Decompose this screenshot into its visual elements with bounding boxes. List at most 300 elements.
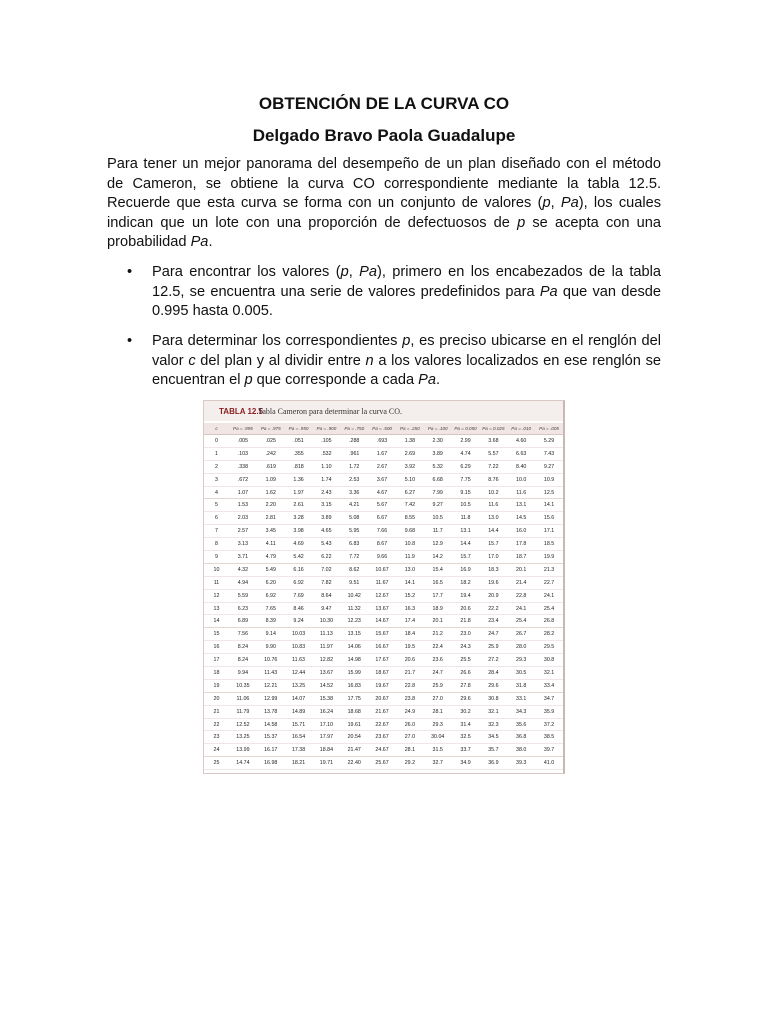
table-cell: 3.36: [340, 486, 368, 499]
table-row: [204, 447, 563, 460]
table-cell: 3.71: [229, 551, 257, 564]
table-cell: 13.15: [340, 628, 368, 641]
table-cell: .288: [340, 435, 368, 448]
table-cell: 18.84: [312, 744, 340, 757]
table-cell: 3.89: [424, 447, 452, 460]
table-row: [204, 731, 563, 744]
table-cell: 3.45: [257, 525, 285, 538]
table-row: [204, 641, 563, 654]
document-title: OBTENCIÓN DE LA CURVA CO: [258, 94, 510, 113]
table-cell: 16.5: [424, 576, 452, 589]
table-cell: 2.57: [229, 525, 257, 538]
table-cell: 11.7: [424, 525, 452, 538]
column-header-pa: Pa = .995: [229, 423, 257, 435]
table-cell: 28.1: [396, 744, 424, 757]
table-row: [204, 576, 563, 589]
table-cell: 13.67: [312, 667, 340, 680]
row-c-value: 15: [204, 628, 229, 641]
row-c-value: 0: [204, 435, 229, 448]
table-cell: 22.67: [368, 718, 396, 731]
table-cell: 21.8: [452, 615, 480, 628]
table-cell: 2.81: [257, 512, 285, 525]
table-cell: 12.99: [257, 692, 285, 705]
table-cell: 29.6: [452, 692, 480, 705]
table-cell: 7.65: [257, 602, 285, 615]
table-row: [204, 744, 563, 757]
table-cell: 25.4: [535, 602, 563, 615]
table-cell: 33.1: [507, 692, 535, 705]
table-cell: 4.21: [340, 499, 368, 512]
table-cell: 9.27: [424, 499, 452, 512]
table-cell: .105: [312, 435, 340, 448]
italic-variable: p: [517, 214, 526, 231]
table-cell: 28.2: [535, 628, 563, 641]
table-row: [204, 589, 563, 602]
table-row: [204, 615, 563, 628]
bullet-marker: •: [127, 264, 133, 280]
row-c-value: 22: [204, 718, 229, 731]
table-cell: 8.55: [396, 512, 424, 525]
table-row: [204, 628, 563, 641]
table-cell: 18.67: [368, 667, 396, 680]
table-cell: 8.40: [507, 460, 535, 473]
table-cell: 13.25: [229, 731, 257, 744]
table-row: [204, 667, 563, 680]
table-cell: 20.1: [507, 563, 535, 576]
table-cell: 5.49: [257, 563, 285, 576]
row-c-value: 25: [204, 757, 229, 770]
table-cell: 19.6: [479, 576, 507, 589]
table-row: [204, 563, 563, 576]
table-cell: .025: [257, 435, 285, 448]
table-cell: 30.8: [535, 654, 563, 667]
table-cell: 19.61: [340, 718, 368, 731]
table-cell: 36.8: [507, 731, 535, 744]
table-cell: 18.21: [285, 757, 313, 770]
table-cell: 7.22: [479, 460, 507, 473]
table-cell: 2.67: [368, 460, 396, 473]
table-cell: 2.20: [257, 499, 285, 512]
table-cell: 12.82: [312, 654, 340, 667]
table-cell: 7.82: [312, 576, 340, 589]
table-cell: 16.3: [396, 602, 424, 615]
table-cell: 23.67: [368, 731, 396, 744]
text-run: ), primero en los encabezados de la tabla 12.5, se encuentra una serie de valores predefinidos para: [152, 264, 661, 300]
text-run: Para encontrar los valores (: [152, 264, 341, 280]
table-cell: 19.4: [452, 589, 480, 602]
table-cell: 9.94: [229, 667, 257, 680]
table-cell: 4.32: [229, 563, 257, 576]
row-c-value: 2: [204, 460, 229, 473]
table-cell: .051: [285, 435, 313, 448]
table-cell: 19.71: [312, 757, 340, 770]
table-row: [204, 757, 563, 770]
table-cell: 11.8: [452, 512, 480, 525]
table-cell: 34.3: [507, 705, 535, 718]
table-cell: 13.0: [479, 512, 507, 525]
table-cell: 3.13: [229, 538, 257, 551]
row-c-value: 12: [204, 589, 229, 602]
table-cell: 15.38: [312, 692, 340, 705]
table-cell: 4.69: [285, 538, 313, 551]
table-cell: 1.97: [285, 486, 313, 499]
table-cell: 1.53: [229, 499, 257, 512]
table-cell: 10.30: [312, 615, 340, 628]
table-cell: 25.9: [424, 679, 452, 692]
table-cell: 1.36: [285, 473, 313, 486]
text-run: que corresponde a cada: [252, 372, 419, 389]
table-cell: 5.32: [424, 460, 452, 473]
table-cell: 13.99: [229, 744, 257, 757]
table-cell: 6.83: [340, 538, 368, 551]
table-caption: Tabla Cameron para determinar la curva CO.: [258, 407, 403, 416]
row-c-value: 10: [204, 563, 229, 576]
table-cell: 3.92: [396, 460, 424, 473]
table-cell: 29.5: [535, 641, 563, 654]
table-cell: 12.5: [535, 486, 563, 499]
column-header-pa: Pa = .975: [257, 423, 285, 435]
table-cell: 16.9: [452, 563, 480, 576]
italic-variable: c: [188, 352, 196, 369]
table-cell: 3.67: [368, 473, 396, 486]
column-header-pa: Pa = .100: [424, 423, 452, 435]
table-cell: 22.8: [396, 679, 424, 692]
table-cell: 39.3: [507, 757, 535, 770]
italic-variable: p: [542, 195, 551, 212]
table-cell: 16.17: [257, 744, 285, 757]
table-cell: 15.4: [424, 563, 452, 576]
table-cell: 21.47: [340, 744, 368, 757]
table-cell: 14.07: [285, 692, 313, 705]
row-c-value: 20: [204, 692, 229, 705]
table-cell: 14.98: [340, 654, 368, 667]
table-cell: 8.64: [312, 589, 340, 602]
table-row: [204, 705, 563, 718]
table-cell: 4.67: [368, 486, 396, 499]
table-cell: 14.89: [285, 705, 313, 718]
table-cell: .818: [285, 460, 313, 473]
table-cell: 12.52: [229, 718, 257, 731]
table-cell: 6.92: [257, 589, 285, 602]
italic-variable: p: [244, 372, 253, 389]
table-cell: 34.5: [479, 731, 507, 744]
table-cell: 25.9: [479, 641, 507, 654]
table-cell: .532: [312, 447, 340, 460]
table-cell: .103: [229, 447, 257, 460]
table-row: [204, 538, 563, 551]
table-cell: 10.03: [285, 628, 313, 641]
table-cell: 3.15: [312, 499, 340, 512]
table-cell: 34.7: [535, 692, 563, 705]
table-cell: 10.35: [229, 679, 257, 692]
table-cell: 3.89: [312, 512, 340, 525]
table-cell: 16.0: [507, 525, 535, 538]
table-cell: 7.69: [285, 589, 313, 602]
table-cell: 5.10: [396, 473, 424, 486]
table-cell: 24.3: [452, 641, 480, 654]
table-cell: 16.98: [257, 757, 285, 770]
row-c-value: 21: [204, 705, 229, 718]
table-cell: 11.9: [396, 551, 424, 564]
table-cell: 10.42: [340, 589, 368, 602]
table-cell: 21.4: [507, 576, 535, 589]
table-cell: 12.44: [285, 667, 313, 680]
table-cell: 26.0: [396, 718, 424, 731]
table-cell: 17.0: [479, 551, 507, 564]
bullet-text: [152, 263, 661, 322]
italic-variable: p: [340, 264, 349, 280]
row-c-value: 9: [204, 551, 229, 564]
table-cell: 13.78: [257, 705, 285, 718]
table-cell: 1.09: [257, 473, 285, 486]
table-cell: 7.56: [229, 628, 257, 641]
table-label: TABLA 12.5: [219, 407, 264, 416]
table-header-row: [204, 423, 563, 435]
table-cell: 2.53: [340, 473, 368, 486]
table-cell: 9.24: [285, 615, 313, 628]
row-c-value: 8: [204, 538, 229, 551]
table-cell: 6.63: [507, 447, 535, 460]
table-cell: 14.5: [507, 512, 535, 525]
table-cell: .693: [368, 435, 396, 448]
table-cell: 10.5: [452, 499, 480, 512]
table-cell: 22.8: [507, 589, 535, 602]
table-cell: 22.7: [535, 576, 563, 589]
table-cell: .242: [257, 447, 285, 460]
table-cell: 35.9: [535, 705, 563, 718]
row-c-value: 3: [204, 473, 229, 486]
table-cell: 8.67: [368, 538, 396, 551]
table-cell: 9.14: [257, 628, 285, 641]
table-cell: 6.67: [368, 512, 396, 525]
table-cell: 8.24: [229, 641, 257, 654]
table-cell: 6.68: [424, 473, 452, 486]
row-c-value: 18: [204, 667, 229, 680]
table-cell: 30.2: [452, 705, 480, 718]
table-cell: 28.4: [479, 667, 507, 680]
table-cell: 4.74: [452, 447, 480, 460]
table-cell: 17.7: [424, 589, 452, 602]
table-cell: 11.43: [257, 667, 285, 680]
table-cell: 13.1: [507, 499, 535, 512]
table-cell: 6.16: [285, 563, 313, 576]
table-cell: 15.2: [396, 589, 424, 602]
table-cell: 18.7: [507, 551, 535, 564]
table-cell: 3.98: [285, 525, 313, 538]
table-cell: 20.54: [340, 731, 368, 744]
table-cell: 12.9: [424, 538, 452, 551]
table-cell: 20.6: [452, 602, 480, 615]
table-cell: 21.2: [424, 628, 452, 641]
text-run: del plan y al dividir entre: [195, 352, 366, 369]
table-cell: 25.4: [507, 615, 535, 628]
table-cell: 22.4: [424, 641, 452, 654]
table-cell: 8.62: [340, 563, 368, 576]
column-header-pa: Pa = .950: [285, 423, 313, 435]
table-cell: 10.76: [257, 654, 285, 667]
table-cell: 20.1: [424, 615, 452, 628]
table-cell: 13.67: [368, 602, 396, 615]
table-cell: 4.65: [312, 525, 340, 538]
table-cell: 21.3: [535, 563, 563, 576]
table-cell: 27.0: [396, 731, 424, 744]
table-cell: 12.21: [257, 679, 285, 692]
table-cell: .355: [285, 447, 313, 460]
table-cell: 4.94: [229, 576, 257, 589]
table-cell: 10.8: [396, 538, 424, 551]
table-cell: 35.6: [507, 718, 535, 731]
table-cell: .619: [257, 460, 285, 473]
table-cell: 32.1: [479, 705, 507, 718]
table-row: [204, 525, 563, 538]
text-run: ,: [550, 195, 561, 212]
table-cell: 8.24: [229, 654, 257, 667]
table-cell: 9.68: [396, 525, 424, 538]
table-cell: 27.0: [424, 692, 452, 705]
table-cell: 4.11: [257, 538, 285, 551]
text-run: ), los cuales indican que un lote con una proporción de defectuosos de: [107, 195, 662, 231]
table-cell: 31.5: [424, 744, 452, 757]
table-row: [204, 551, 563, 564]
table-cell: 14.4: [452, 538, 480, 551]
table-cell: 8.39: [257, 615, 285, 628]
table-cell: 16.67: [368, 641, 396, 654]
table-cell: 10.2: [479, 486, 507, 499]
text-run: a los valores localizados en ese renglón se encuentran el: [152, 352, 662, 389]
table-cell: 24.1: [535, 589, 563, 602]
table-cell: 17.8: [507, 538, 535, 551]
table-cell: 7.99: [424, 486, 452, 499]
table-cell: 23.4: [479, 615, 507, 628]
italic-variable: Pa: [560, 195, 579, 212]
table-cell: 24.67: [368, 744, 396, 757]
row-c-value: 16: [204, 641, 229, 654]
italic-variable: Pa: [359, 264, 377, 280]
table-cell: 4.79: [257, 551, 285, 564]
table-cell: 19.9: [535, 551, 563, 564]
table-cell: 21.67: [368, 705, 396, 718]
table-cell: 5.42: [285, 551, 313, 564]
table-cell: 11.63: [285, 654, 313, 667]
cameron-table: [204, 423, 563, 770]
table-cell: 24.1: [507, 602, 535, 615]
table-cell: 29.2: [396, 757, 424, 770]
cameron-table-figure: [203, 400, 565, 774]
table-cell: 11.32: [340, 602, 368, 615]
table-cell: 10.5: [424, 512, 452, 525]
italic-variable: Pa: [190, 234, 209, 251]
table-cell: 25.67: [368, 757, 396, 770]
table-cell: 15.67: [368, 628, 396, 641]
table-cell: 10.0: [507, 473, 535, 486]
table-cell: 5.57: [479, 447, 507, 460]
table-cell: 24.7: [424, 667, 452, 680]
table-cell: 1.10: [312, 460, 340, 473]
table-cell: 5.08: [340, 512, 368, 525]
table-cell: .338: [229, 460, 257, 473]
table-cell: 31.4: [452, 718, 480, 731]
column-header-pa: Pa = 0.050: [452, 423, 480, 435]
intro-paragraph: [107, 155, 661, 253]
table-cell: 24.9: [396, 705, 424, 718]
table-cell: 41.0: [535, 757, 563, 770]
table-cell: 2.30: [424, 435, 452, 448]
column-header-pa: Pa = .900: [312, 423, 340, 435]
table-row: [204, 692, 563, 705]
table-cell: 5.95: [340, 525, 368, 538]
table-cell: 35.7: [479, 744, 507, 757]
table-cell: 33.4: [535, 679, 563, 692]
table-cell: 24.7: [479, 628, 507, 641]
table-cell: 14.52: [312, 679, 340, 692]
table-cell: 7.75: [452, 473, 480, 486]
column-header-c: c: [204, 423, 229, 435]
table-cell: 17.97: [312, 731, 340, 744]
italic-variable: n: [365, 352, 374, 369]
table-cell: 14.67: [368, 615, 396, 628]
table-cell: 2.99: [452, 435, 480, 448]
table-cell: 26.6: [452, 667, 480, 680]
table-row: [204, 718, 563, 731]
table-row: [204, 602, 563, 615]
table-cell: 7.66: [368, 525, 396, 538]
table-cell: 5.59: [229, 589, 257, 602]
table-cell: 4.60: [507, 435, 535, 448]
table-cell: 28.1: [424, 705, 452, 718]
italic-variable: Pa: [539, 283, 558, 300]
bullet-text: [152, 332, 661, 391]
table-cell: 10.9: [535, 473, 563, 486]
table-cell: 1.67: [368, 447, 396, 460]
italic-variable: Pa: [418, 372, 436, 389]
table-cell: 9.51: [340, 576, 368, 589]
row-c-value: 5: [204, 499, 229, 512]
row-c-value: 24: [204, 744, 229, 757]
row-c-value: 23: [204, 731, 229, 744]
table-cell: 6.27: [396, 486, 424, 499]
table-row: [204, 679, 563, 692]
row-c-value: 14: [204, 615, 229, 628]
table-row: [204, 499, 563, 512]
table-cell: 6.92: [285, 576, 313, 589]
table-row: [204, 486, 563, 499]
table-cell: 14.2: [424, 551, 452, 564]
table-cell: 30.04: [424, 731, 452, 744]
table-cell: 17.75: [340, 692, 368, 705]
table-cell: 17.1: [535, 525, 563, 538]
text-run: que van desde 0.995 hasta 0.005.: [152, 283, 661, 320]
table-cell: 30.5: [507, 667, 535, 680]
table-cell: 13.25: [285, 679, 313, 692]
table-cell: 11.6: [507, 486, 535, 499]
table-cell: 14.1: [535, 499, 563, 512]
column-header-pa: Pa = .010: [507, 423, 535, 435]
table-cell: 13.0: [396, 563, 424, 576]
table-cell: 20.67: [368, 692, 396, 705]
row-c-value: 1: [204, 447, 229, 460]
table-cell: 11.97: [312, 641, 340, 654]
table-cell: 14.74: [229, 757, 257, 770]
table-cell: 23.8: [396, 692, 424, 705]
table-cell: 10.83: [285, 641, 313, 654]
text-run: .: [208, 234, 213, 251]
table-cell: 1.72: [340, 460, 368, 473]
table-cell: 15.7: [479, 538, 507, 551]
table-cell: 6.23: [229, 602, 257, 615]
table-caption-bar: [204, 401, 563, 421]
table-cell: 38.5: [535, 731, 563, 744]
table-cell: 7.42: [396, 499, 424, 512]
